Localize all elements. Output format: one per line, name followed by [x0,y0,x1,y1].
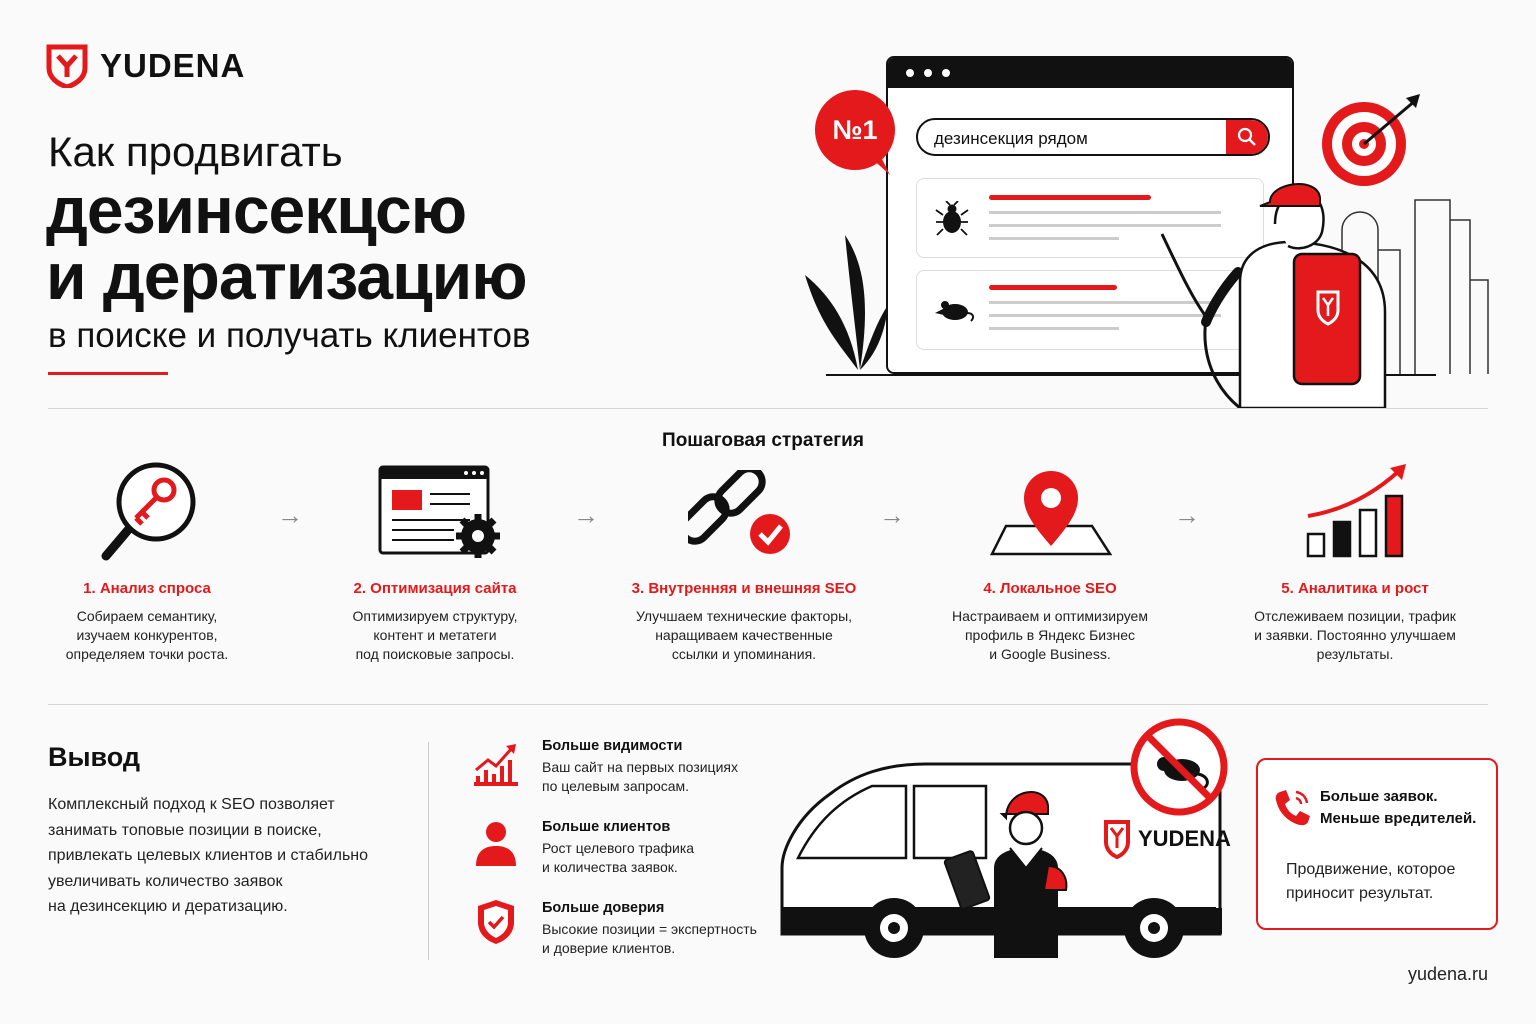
step-title: 2. Оптимизация сайта [353,580,517,597]
search-icon [1237,127,1257,147]
window-dot [942,69,950,77]
person-icon [474,820,518,866]
search-bar[interactable] [916,118,1270,156]
plant-illustration [800,225,890,375]
arrow-right-icon: → [1174,500,1200,530]
cta-box [1256,758,1498,930]
arrow-right-icon: → [879,500,905,530]
rank-badge: №1 [815,90,895,170]
result-text-line [989,327,1119,330]
phone-icon [1272,786,1312,828]
step-desc: Оптимизируем структуру, контент и метатеги под поисковые запросы. [352,608,518,662]
chart-up-icon [472,740,520,786]
result-title-line [989,285,1117,290]
step-desc: Собираем семантику, изучаем конкурентов, определяем точки роста. [65,608,229,662]
headline-line-1: Как продвигать [48,128,343,175]
browser-gear-icon [378,464,504,560]
badge-tail [868,155,892,177]
result-text-line [989,237,1119,240]
benefit-desc: Рост целевого трафика и количества заявок. [542,840,695,875]
benefit-title: Больше доверия [542,900,665,916]
conclusion-title: Вывод [48,742,141,772]
brand-logo[interactable] [46,44,245,88]
link-check-icon [688,470,796,554]
arrow-right-icon: → [573,500,599,530]
benefit-title: Больше клиентов [542,819,671,835]
site-link[interactable]: yudena.ru [1407,964,1488,984]
strategy-step [300,580,570,664]
cta-subtext: Продвижение, которое приносит результат. [1286,861,1456,902]
window-dot [924,69,932,77]
strategy-step [609,580,879,664]
benefit-item [542,900,802,958]
cta-headline: Больше заявок. Меньше вредителей. [1320,788,1477,827]
window-dot [906,69,914,77]
strategy-step [1220,580,1490,664]
van-brand-text: YUDENA [1138,826,1231,851]
magnifier-key-icon [100,460,200,564]
title-underline [48,372,168,375]
rat-icon [933,297,977,323]
benefit-title: Больше видимости [542,738,683,754]
step-desc: Улучшаем технические факторы, наращиваем качественные ссылки и упоминания. [635,608,853,662]
brand-name: YUDENA [100,47,246,84]
browser-titlebar [888,58,1292,88]
strategy-title: Пошаговая стратегия [662,430,864,451]
benefit-desc: Высокие позиции = экспертность и доверие клиентов. [542,921,757,956]
shield-logo-icon [46,44,88,88]
benefit-item [542,819,802,877]
step-title: 3. Внутренняя и внешняя SEO [631,580,857,597]
no-rat-icon [1130,718,1228,816]
benefit-item [542,738,802,796]
step-desc: Отслеживаем позиции, трафик и заявки. Постоянно улучшаем результаты. [1254,608,1456,662]
result-title-line [989,195,1151,200]
conclusion-text: Комплексный подход к SEO позволяет занимать топовые позиции в поиске, привлекать целевых клиентов и стабильно увеличивать количество заявок на дезинсекцию и дератизацию. [48,796,369,915]
headline-line-4: в поиске и получать клиентов [48,316,531,355]
search-input[interactable]: дезинсекция рядом [934,129,1088,148]
search-button[interactable] [1226,120,1268,154]
vertical-divider [428,742,429,960]
arrow-right-icon: → [277,500,303,530]
strategy-step [915,580,1185,664]
step-title: 4. Локальное SEO [983,580,1117,597]
strategy-step [12,580,282,664]
section-divider [48,408,1488,409]
headline-line-2: дезинсекцсю [46,173,467,247]
map-pin-icon [990,466,1112,558]
step-title: 5. Аналитика и рост [1281,580,1429,597]
headline-line-3: и дератизацию [46,239,527,313]
shield-check-icon [474,898,518,946]
section-divider [48,704,1488,705]
bug-icon [935,201,969,237]
exterminator-illustration [1150,172,1400,408]
step-title: 1. Анализ спроса [83,580,211,597]
step-desc: Настраиваем и оптимизируем профиль в Яндекс Бизнес и Google Business. [952,608,1148,662]
growth-chart-icon [1304,460,1412,560]
benefit-desc: Ваш сайт на первых позициях по целевым запросам. [542,759,738,794]
